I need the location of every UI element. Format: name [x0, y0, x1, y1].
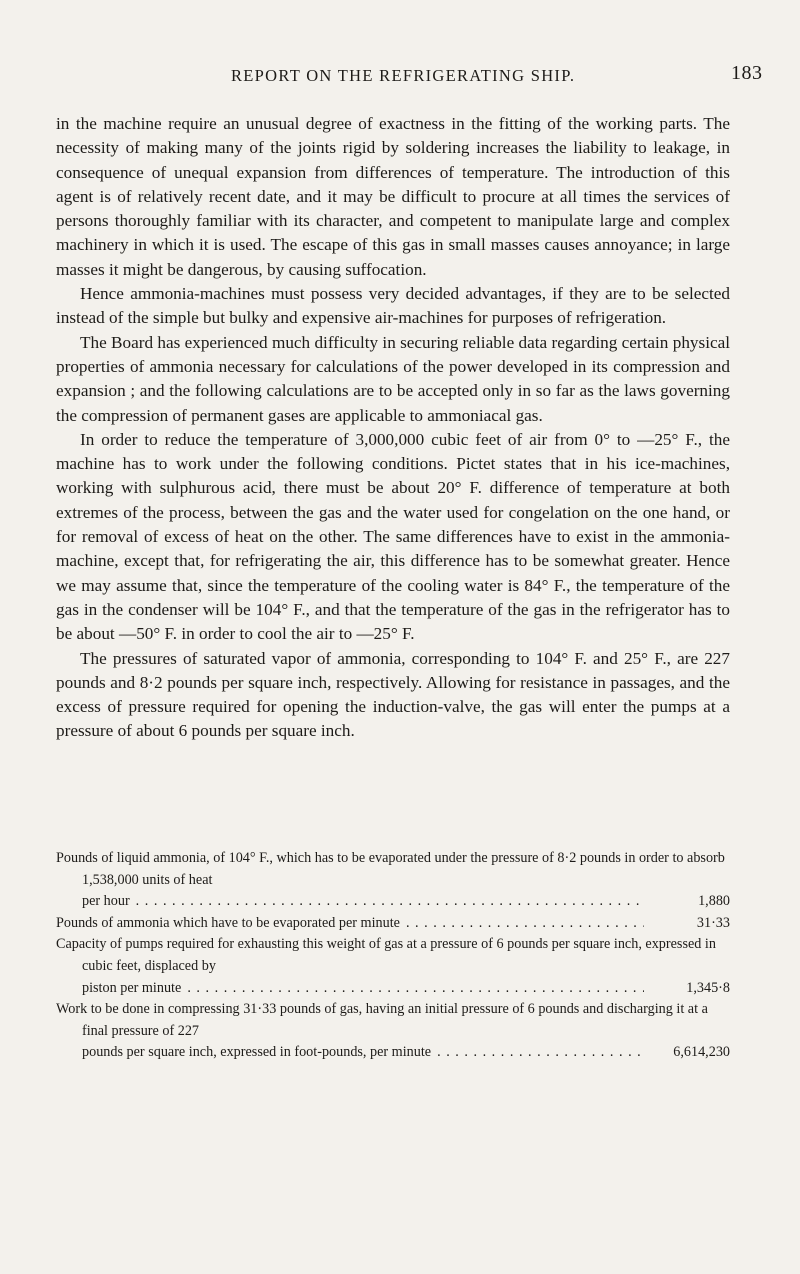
- body-text: [56, 112, 730, 744]
- page-number: 183: [731, 62, 763, 84]
- row-value: 6,614,230: [673, 1044, 730, 1061]
- table-row: [56, 913, 730, 935]
- row-description-end: per hour: [82, 893, 130, 910]
- running-title: REPORT ON THE REFRIGERATING SHIP.: [231, 66, 576, 85]
- dot-leader: [187, 978, 644, 1000]
- row-description-end: piston per minute: [82, 979, 182, 996]
- row-value: 1,345·8: [686, 979, 730, 996]
- page-header: [0, 62, 800, 90]
- paragraph: Hence ammonia-machines must possess very decided advantages, if they are to be selected instead of the simple but bulky and expensive air-machines for purposes of refrigeration.: [56, 284, 730, 328]
- paragraph: in the machine require an unusual degree of exactness in the fitting of the working parts. The necessity of making many of the joints rigid by soldering increases the liability to leakage, in consequence of unequal expansion from differences of temperature. The introduction of this agent is of relatively recent date, and it may be difficult to procure at all times the services of persons thoroughly familiar with its character, and competent to manipulate large and complex machinery in which it is used. The escape of this gas in small masses causes annoyance; in large masses it might be dangerous, by causing suffocation.: [56, 114, 730, 279]
- paragraph: The pressures of saturated vapor of ammonia, corresponding to 104° F. and 25° F., are 227 pounds and 8·2 pounds per square inch, respectively. Allowing for resistance in passages, and the excess of pressure required for opening the induction-valve, the gas will enter the pumps at a pressure of about 6 pounds per square inch.: [56, 648, 730, 741]
- dot-leader: [406, 913, 644, 935]
- row-value: 1,880: [698, 893, 730, 910]
- row-value: 31·33: [696, 914, 730, 931]
- table-row: [56, 999, 730, 1064]
- table-row: [56, 934, 730, 999]
- paragraph: The Board has experienced much difficulty in securing reliable data regarding certain physical properties of ammonia necessary for calculations of the power developed in its compression and expansion ; and the following calculations are to be accepted only in so far as the laws governing the compression of permanent gases are applicable to ammoniacal gas.: [56, 332, 730, 425]
- table-row: [56, 848, 730, 913]
- row-description: Capacity of pumps required for exhausting this weight of gas at a pressure of 6 pounds per square inch, expressed in cubic feet, displaced by: [56, 936, 716, 974]
- row-description: Pounds of liquid ammonia, of 104° F., which has to be evaporated under the pressure of 8·2 pounds in order to absorb 1,538,000 units of heat: [56, 850, 725, 888]
- paragraph: In order to reduce the temperature of 3,000,000 cubic feet of air from 0° to —25° F., the machine has to work under the following conditions. Pictet states that in his ice-machines, working with sulphurous acid, there must be about 20° F. difference of temperature at both extremes of the process, between the gas and the water used for congelation on the one hand, or for removal of excess of heat on the other. The same differences have to exist in the ammonia-machine, except that, for refrigerating the air, this difference has to be somewhat greater. Hence we may assume that, since the temperature of the cooling water is 84° F., the temperature of the gas in the condenser will be 104° F., and that the temperature of the gas in the refrigerator has to be about —50° F. in order to cool the air to —25° F.: [56, 429, 730, 644]
- dot-leader: [136, 891, 644, 913]
- calculation-table: [56, 848, 730, 1064]
- row-description-end: pounds per square inch, expressed in foot-pounds, per minute: [82, 1044, 432, 1061]
- row-description-end: Pounds of ammonia which have to be evaporated per minute: [56, 914, 400, 931]
- row-description: Work to be done in compressing 31·33 pounds of gas, having an initial pressure of 6 pounds and discharging it at a final pressure of 227: [56, 1001, 708, 1039]
- dot-leader: [437, 1042, 644, 1064]
